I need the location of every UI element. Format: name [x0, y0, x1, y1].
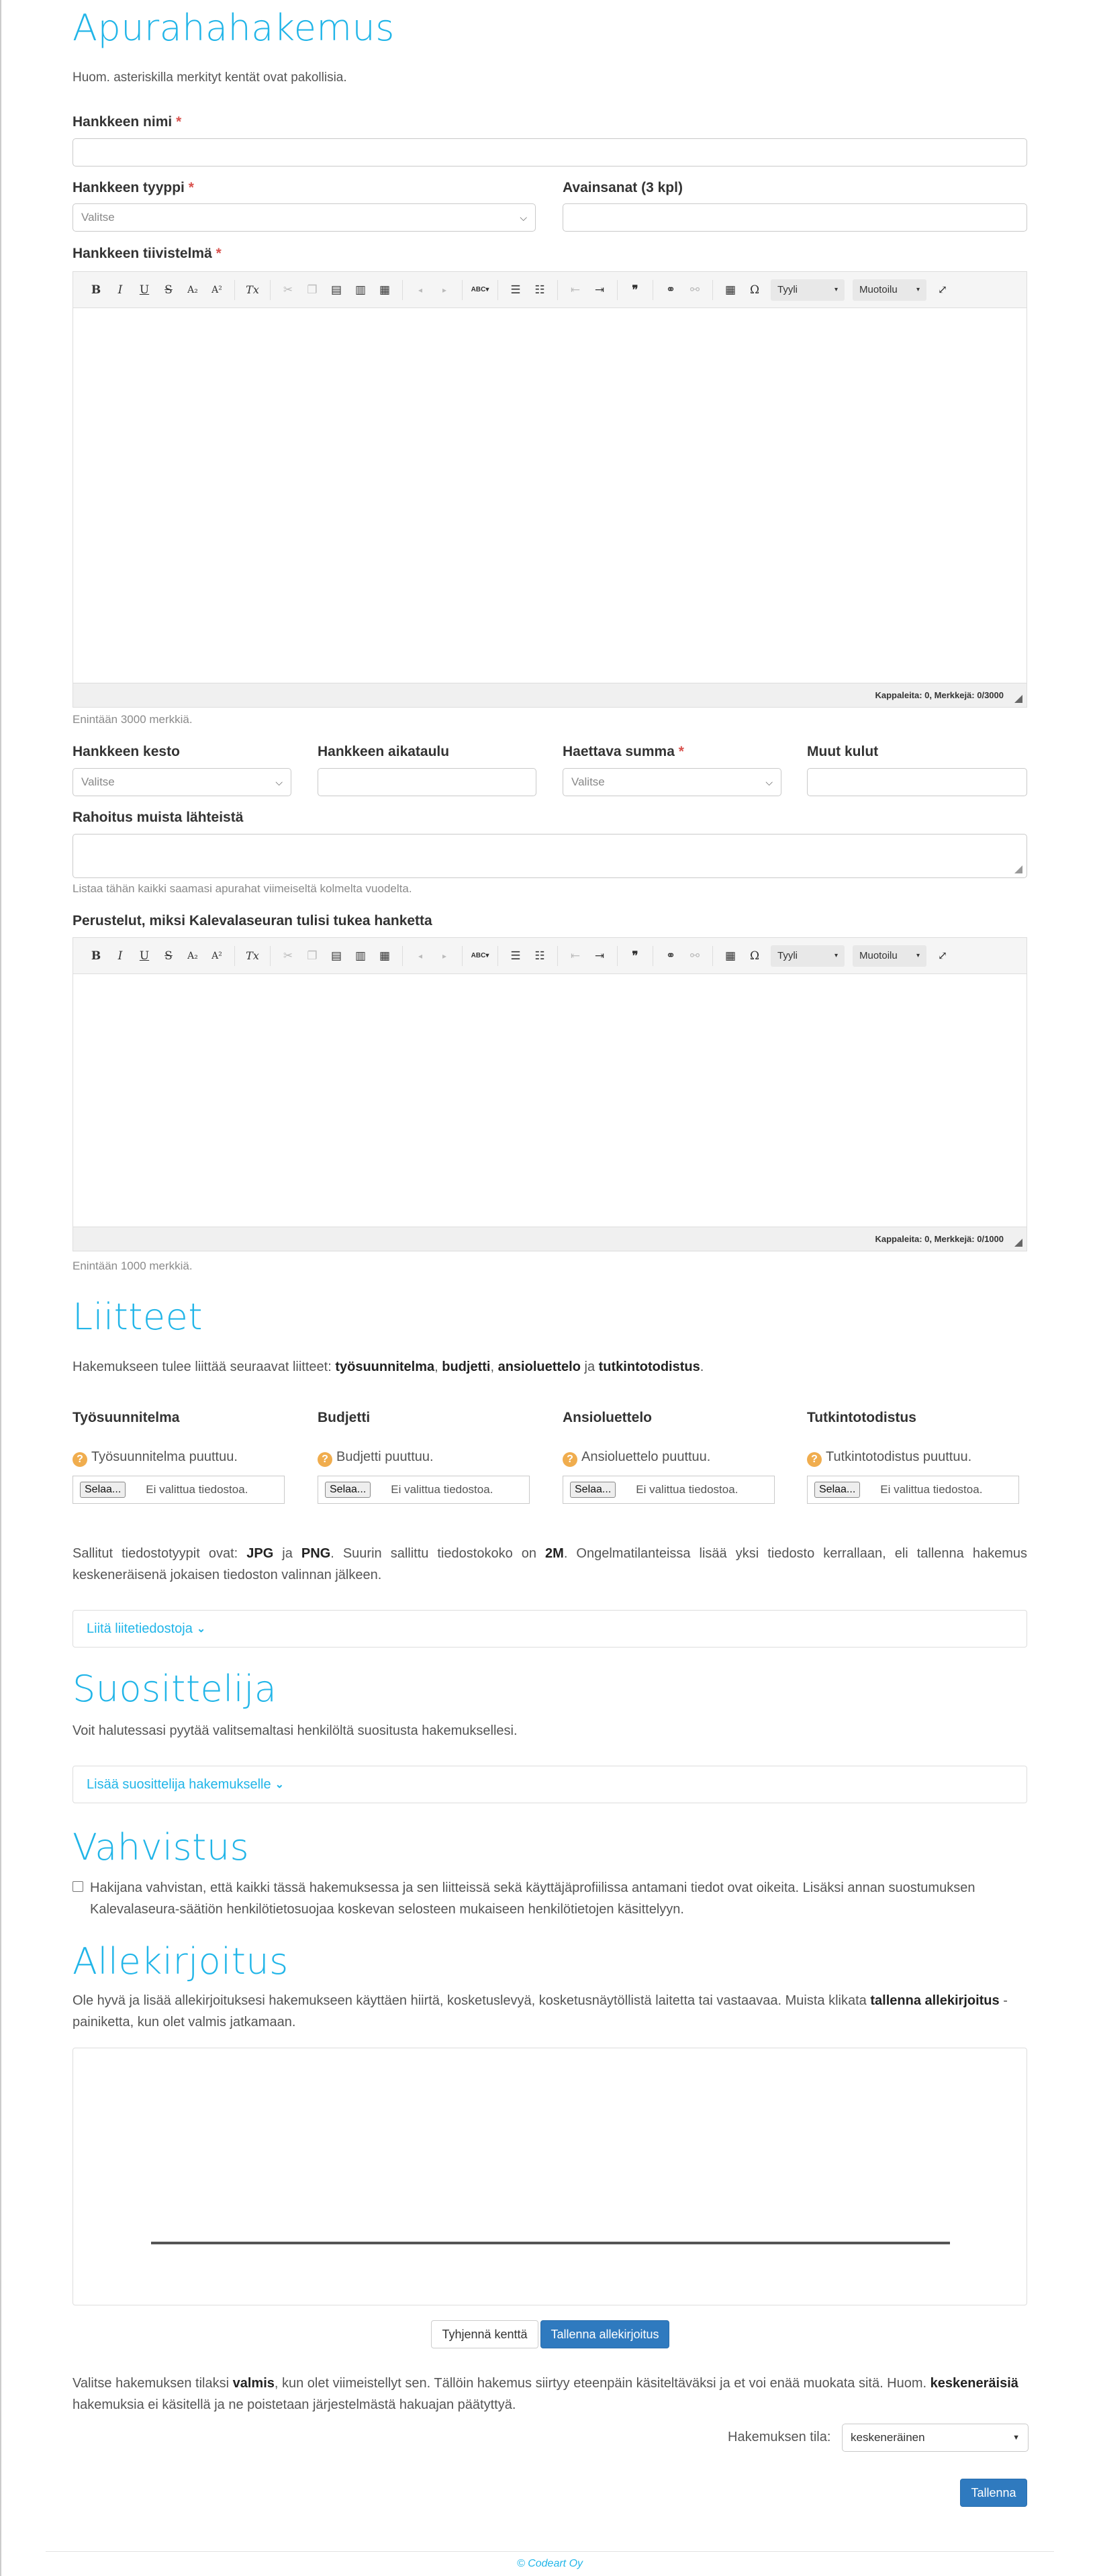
summary-editor[interactable] [73, 271, 1027, 708]
footer-divider [46, 2551, 1054, 2552]
signature-title: Allekirjoitus [73, 1940, 289, 1983]
signature-line [151, 2242, 950, 2244]
file-input[interactable]: Selaa... Ei valittua tiedostoa. [807, 1476, 1019, 1504]
question-icon: ? [73, 1452, 87, 1467]
copy-icon[interactable]: ❐ [307, 283, 318, 297]
special-char-icon[interactable]: Ω [749, 283, 760, 297]
schedule-label: Hankkeen aikataulu [318, 744, 450, 759]
add-attachments-panel[interactable]: Liitä liitetiedostoja ⌄ [73, 1610, 1027, 1648]
project-type-select[interactable]: Valitse ⌵ [73, 203, 536, 232]
paste-text-icon[interactable]: ▥ [354, 949, 367, 963]
status-label: Hakemuksen tila: [728, 2430, 831, 2444]
attachment-label: Työsuunnitelma [73, 1410, 180, 1425]
project-type-label: Hankkeen tyyppi * [73, 180, 194, 195]
paste-word-icon[interactable]: ▦ [379, 283, 391, 297]
remove-format-button[interactable]: Tx [246, 949, 259, 962]
save-signature-button[interactable]: Tallenna allekirjoitus [540, 2320, 669, 2348]
table-icon[interactable]: ▦ [724, 283, 736, 297]
maximize-icon[interactable]: ⤢ [937, 283, 948, 297]
attachments-intro: Hakemukseen tulee liittää seuraavat liitteet: työsuunnitelma, budjetti, ansioluettelo ja tutkintotodistus. [73, 1359, 704, 1374]
schedule-input[interactable] [318, 768, 536, 796]
chevron-down-icon: ⌵ [275, 776, 283, 788]
duration-label: Hankkeen kesto [73, 744, 180, 759]
indent-icon[interactable]: ⇥ [594, 949, 605, 963]
chevron-down-icon: ⌄ [196, 1623, 206, 1635]
page-title: Apurahahakemus [73, 7, 395, 49]
indent-icon[interactable]: ⇥ [594, 283, 605, 297]
paste-icon[interactable]: ▤ [330, 949, 342, 963]
paste-word-icon[interactable]: ▦ [379, 949, 391, 963]
browse-button[interactable]: Selaa... [325, 1482, 371, 1498]
subscript-button[interactable]: A₂ [187, 950, 198, 961]
confirmation-text: Hakijana vahvistan, että kaikki tässä hakemuksessa ja sen liitteissä sekä käyttäjäprofiilissa antamani tiedot ovat oikeita. Lisäksi annan suostumuksen Kalevalaseura-säätiön henkilötietosuojaa koskevan selosteen mukaiseen henkilötietojen käsittelyyn. [90, 1880, 975, 1917]
keywords-input[interactable] [563, 203, 1027, 232]
rationale-editor[interactable] [73, 937, 1027, 1251]
italic-button[interactable]: I [117, 949, 123, 963]
subscript-button[interactable]: A₂ [187, 284, 198, 295]
rationale-help: Enintään 1000 merkkiä. [73, 1259, 193, 1272]
spellcheck-icon[interactable]: ABC ▾ [471, 286, 489, 293]
bulleted-list-icon[interactable]: ☷ [534, 949, 545, 963]
file-input[interactable]: Selaa... Ei valittua tiedostoa. [73, 1476, 285, 1504]
paste-icon[interactable]: ▤ [330, 283, 342, 297]
recommender-title: Suosittelija [73, 1668, 277, 1710]
submit-info: Valitse hakemuksen tilaksi valmis, kun olet viimeistellyt sen. Tällöin hakemus siirtyy eteenpäin käsiteltäväksi ja et voi enää muokata sitä. Huom. keskeneräisiä hakemuksia ei käsitellä ja ne poistetaan järjestelmästä hakuajan päätyttyä. [73, 2376, 1018, 2412]
link-icon[interactable]: ⚭ [665, 949, 676, 963]
attachment-cv [563, 1410, 784, 1504]
strike-button[interactable]: S [164, 283, 173, 297]
bold-button[interactable]: B [91, 283, 101, 297]
required-note: Huom. asteriskilla merkityt kentät ovat pakollisia. [73, 70, 347, 85]
undo-icon[interactable]: ◂ [418, 285, 423, 295]
strike-button[interactable]: S [164, 949, 173, 963]
attachment-work-plan [73, 1410, 294, 1504]
attachment-warning: ? Ansioluettelo puuttuu. [563, 1446, 784, 1468]
other-funding-textarea[interactable] [73, 834, 1027, 878]
attachment-warning: ? Budjetti puuttuu. [318, 1446, 539, 1468]
attachment-label: Ansioluettelo [563, 1410, 653, 1425]
outdent-icon[interactable]: ⇤ [570, 949, 581, 963]
italic-button[interactable]: I [117, 283, 123, 297]
unlink-icon[interactable]: ⚯ [689, 283, 700, 297]
editor-toolbar [73, 938, 1027, 974]
summary-label: Hankkeen tiivistelmä * [73, 246, 222, 261]
other-funding-label: Rahoitus muista lähteistä [73, 810, 244, 825]
file-rules: Sallitut tiedostotyypit ovat: JPG ja PNG. Suurin sallittu tiedostokoko on 2M. Ongelmatilanteissa lisää yksi tiedosto kerrallaan, eli tallenna hakemus keskeneräisenä jokaisen tiedoston valinnan jälkeen. [73, 1546, 1027, 1582]
signature-pad[interactable] [73, 2048, 1027, 2305]
paste-text-icon[interactable]: ▥ [354, 283, 367, 297]
redo-icon[interactable]: ▸ [442, 285, 447, 295]
special-char-icon[interactable]: Ω [749, 949, 760, 963]
rationale-counter: Kappaleita: 0, Merkkejä: 0/1000 [73, 1227, 1027, 1251]
link-icon[interactable]: ⚭ [665, 283, 676, 297]
attachments-title: Liitteet [73, 1296, 203, 1338]
bold-button[interactable]: B [91, 949, 101, 963]
resize-handle-icon[interactable] [1014, 695, 1022, 703]
unlink-icon[interactable]: ⚯ [689, 949, 700, 963]
maximize-icon[interactable]: ⤢ [937, 949, 948, 963]
undo-icon[interactable]: ◂ [418, 951, 423, 961]
rationale-label: Perustelut, miksi Kalevalaseuran tulisi tukea hanketta [73, 913, 432, 928]
format-combo[interactable]: Muotoilu ▾ [853, 945, 926, 967]
style-combo[interactable]: Tyyli ▾ [771, 279, 845, 301]
other-funding-help: Listaa tähän kaikki saamasi apurahat viimeiseltä kolmelta vuodelta. [73, 882, 412, 895]
editor-toolbar [73, 272, 1027, 308]
redo-icon[interactable]: ▸ [442, 951, 447, 961]
format-combo[interactable]: Muotoilu ▾ [853, 279, 926, 301]
keywords-label: Avainsanat (3 kpl) [563, 180, 683, 195]
chevron-down-icon: ⌵ [520, 211, 527, 223]
caret-down-icon: ▼ [1012, 2434, 1020, 2442]
question-icon: ? [318, 1452, 332, 1467]
style-combo[interactable]: Tyyli ▾ [771, 945, 845, 967]
project-name-label: Hankkeen nimi * [73, 114, 182, 130]
left-border [0, 0, 1, 2576]
browse-button[interactable]: Selaa... [570, 1482, 616, 1498]
summary-counter: Kappaleita: 0, Merkkejä: 0/3000 [73, 683, 1027, 707]
underline-button[interactable]: U [139, 949, 150, 963]
signature-text: Ole hyvä ja lisää allekirjoituksesi hakemukseen käyttäen hiirtä, kosketuslevyä, kosketusnäytöllistä laitetta tai vastaavaa. Muista klikata tallenna allekirjoitus -painiketta, kun olet valmis jatkamaan. [73, 1993, 1008, 2030]
confirmation-checkbox[interactable] [73, 1881, 83, 1892]
copy-icon[interactable]: ❐ [307, 949, 318, 963]
question-icon: ? [807, 1452, 822, 1467]
browse-button[interactable]: Selaa... [80, 1482, 126, 1498]
add-recommender-panel[interactable]: Lisää suosittelija hakemukselle ⌄ [73, 1766, 1027, 1803]
resize-handle-icon[interactable] [1014, 1239, 1022, 1247]
other-costs-input[interactable] [807, 768, 1027, 796]
recommender-text: Voit halutessasi pyytää valitsemaltasi henkilöltä suositusta hakemuksellesi. [73, 1723, 518, 1738]
superscript-button[interactable]: A² [211, 284, 222, 295]
duration-select[interactable]: Valitse ⌵ [73, 768, 291, 796]
chevron-down-icon: ⌵ [765, 776, 773, 788]
blockquote-icon[interactable]: ❞ [632, 949, 638, 963]
amount-select[interactable]: Valitse ⌵ [563, 768, 781, 796]
blockquote-icon[interactable]: ❞ [632, 283, 638, 297]
bulleted-list-icon[interactable]: ☷ [534, 283, 545, 297]
attachment-degree [807, 1410, 1029, 1504]
footer-copyright[interactable]: © Codeart Oy [516, 2558, 583, 2569]
amount-label: Haettava summa * [563, 744, 684, 759]
attachment-warning: ? Työsuunnitelma puuttuu. [73, 1446, 294, 1468]
file-input[interactable]: Selaa... Ei valittua tiedostoa. [318, 1476, 530, 1504]
question-icon: ? [563, 1452, 577, 1467]
spellcheck-icon[interactable]: ABC ▾ [471, 952, 489, 959]
clear-signature-button[interactable]: Tyhjennä kenttä [431, 2320, 538, 2348]
browse-button[interactable]: Selaa... [814, 1482, 860, 1498]
project-name-input[interactable] [73, 138, 1027, 166]
other-costs-label: Muut kulut [807, 744, 879, 759]
summary-help: Enintään 3000 merkkiä. [73, 713, 193, 726]
chevron-down-icon: ⌄ [275, 1779, 284, 1791]
cut-icon[interactable]: ✂ [283, 949, 293, 963]
outdent-icon[interactable]: ⇤ [570, 283, 581, 297]
file-input[interactable]: Selaa... Ei valittua tiedostoa. [563, 1476, 775, 1504]
numbered-list-icon[interactable]: ☰ [510, 949, 521, 963]
attachment-label: Tutkintotodistus [807, 1410, 916, 1425]
attachment-budget [318, 1410, 539, 1504]
attachment-warning: ? Tutkintotodistus puuttuu. [807, 1446, 1029, 1468]
attachment-label: Budjetti [318, 1410, 371, 1425]
numbered-list-icon[interactable]: ☰ [510, 283, 521, 297]
save-button[interactable]: Tallenna [960, 2479, 1027, 2507]
confirmation-title: Vahvistus [73, 1826, 250, 1868]
status-select[interactable]: keskeneräinen ▼ [842, 2424, 1029, 2452]
cut-icon[interactable]: ✂ [283, 283, 293, 297]
underline-button[interactable]: U [139, 283, 150, 297]
table-icon[interactable]: ▦ [724, 949, 736, 963]
remove-format-button[interactable]: Tx [246, 283, 259, 296]
superscript-button[interactable]: A² [211, 950, 222, 961]
